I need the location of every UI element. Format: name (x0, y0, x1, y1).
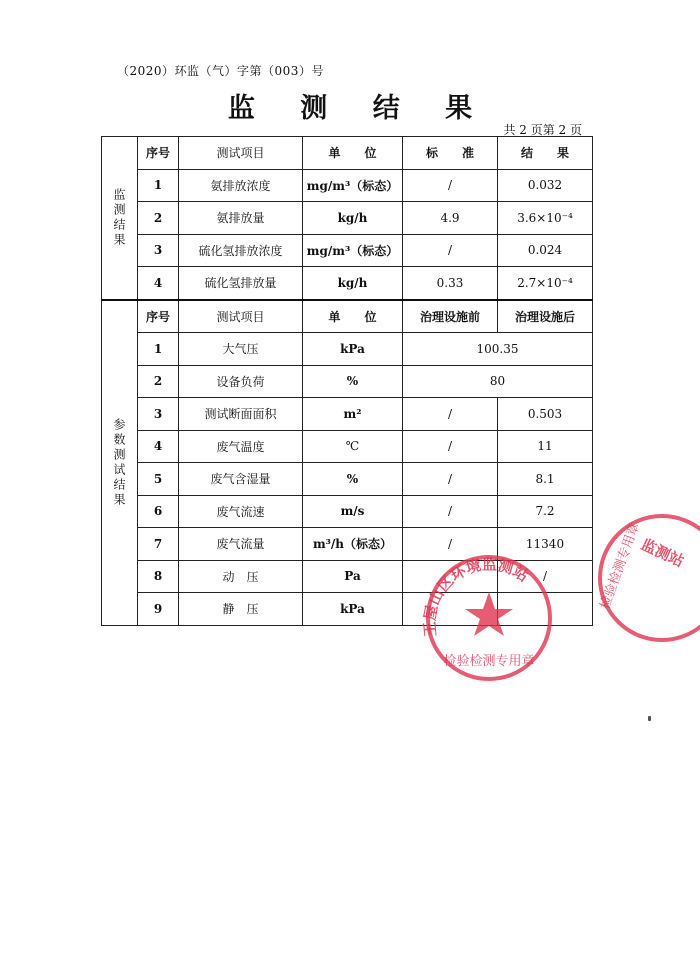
table-row (102, 169, 593, 202)
table-row (102, 463, 593, 496)
row-before: / (403, 495, 498, 528)
row-no: 3 (138, 398, 179, 431)
row-merged-value: 80 (403, 365, 593, 398)
row-before: / (403, 528, 498, 561)
table-row (102, 333, 593, 366)
row-unit: kg/h (303, 267, 403, 300)
row-no: 7 (138, 528, 179, 561)
row-no: 3 (138, 234, 179, 267)
section1-label: 监测结果 (112, 187, 126, 248)
row-before: / (403, 398, 498, 431)
row-item: 废气温度 (179, 430, 303, 463)
official-seal-edge (597, 516, 700, 640)
row-no: 8 (138, 560, 179, 593)
row-item: 硫化氢排放浓度 (179, 234, 303, 267)
table-row (102, 495, 593, 528)
row-item: 废气含湿量 (179, 463, 303, 496)
table-row (102, 234, 593, 267)
row-item: 氨排放浓度 (179, 169, 303, 202)
row-before (403, 560, 498, 593)
row-no: 6 (138, 495, 179, 528)
header-no: 序号 (138, 300, 179, 333)
row-no: 5 (138, 463, 179, 496)
table-row (102, 267, 593, 300)
page-info: 共 2 页第 2 页 (503, 123, 582, 137)
header-before: 治理设施前 (403, 300, 498, 333)
row-result: 3.6×10⁻⁴ (498, 202, 593, 235)
seal1-sub-text: 检验检测专用章 (443, 654, 535, 669)
table-row (102, 202, 593, 235)
section1-label-cell (102, 137, 138, 300)
row-no: 4 (138, 430, 179, 463)
row-no: 1 (138, 333, 179, 366)
row-item: 测试断面面积 (179, 398, 303, 431)
row-result: 0.024 (498, 234, 593, 267)
row-item: 设备负荷 (179, 365, 303, 398)
row-before: / (403, 430, 498, 463)
row-after: 8.1 (498, 463, 593, 496)
row-after: 7.2 (498, 495, 593, 528)
header-no: 序号 (138, 137, 179, 170)
row-standard: 0.33 (403, 267, 498, 300)
row-item: 硫化氢排放量 (179, 267, 303, 300)
row-item: 废气流速 (179, 495, 303, 528)
row-after: 11340 (498, 528, 593, 561)
results-table (101, 136, 593, 626)
seal1-ring-text: 王屋山区环境监测站 (420, 555, 532, 638)
header-after: 治理设施后 (498, 300, 593, 333)
table-row (102, 593, 593, 626)
row-unit: mg/m³（标态） (303, 234, 403, 267)
section2-label-cell (102, 300, 138, 626)
document-number: （2020）环监（气）字第（003）号 (117, 64, 324, 78)
header-standard: 标 准 (403, 137, 498, 170)
row-unit: Pa (303, 560, 403, 593)
section2-header-row (102, 300, 593, 333)
header-item: 测试项目 (179, 137, 303, 170)
row-unit: % (303, 365, 403, 398)
row-unit: m/s (303, 495, 403, 528)
scan-mark (648, 716, 651, 721)
row-item: 废气流量 (179, 528, 303, 561)
row-after (498, 593, 593, 626)
section2-label: 参数测试结果 (112, 417, 126, 508)
header-unit: 单 位 (303, 300, 403, 333)
row-no: 4 (138, 267, 179, 300)
row-item: 静 压 (179, 593, 303, 626)
row-unit: m³/h（标态） (303, 528, 403, 561)
table-row (102, 560, 593, 593)
seal2-sub-text: 检验检测专用章 (597, 520, 643, 612)
table-row (102, 398, 593, 431)
row-unit: ℃ (303, 430, 403, 463)
row-standard: / (403, 169, 498, 202)
row-after: 11 (498, 430, 593, 463)
row-standard: / (403, 234, 498, 267)
row-unit: mg/m³（标态） (303, 169, 403, 202)
table-row (102, 528, 593, 561)
seal2-ring-text: 监测站 (638, 535, 687, 571)
row-no: 1 (138, 169, 179, 202)
row-after: / (498, 560, 593, 593)
row-unit: kPa (303, 593, 403, 626)
row-before (403, 593, 498, 626)
section1-header-row (102, 137, 593, 170)
row-unit: kPa (303, 333, 403, 366)
row-standard: 4.9 (403, 202, 498, 235)
row-item: 大气压 (179, 333, 303, 366)
row-no: 2 (138, 365, 179, 398)
row-merged-value: 100.35 (403, 333, 593, 366)
header-unit: 单 位 (303, 137, 403, 170)
row-unit: m² (303, 398, 403, 431)
row-unit: % (303, 463, 403, 496)
row-item: 动 压 (179, 560, 303, 593)
row-after: 0.503 (498, 398, 593, 431)
row-result: 0.032 (498, 169, 593, 202)
row-no: 9 (138, 593, 179, 626)
row-result: 2.7×10⁻⁴ (498, 267, 593, 300)
header-item: 测试项目 (179, 300, 303, 333)
row-no: 2 (138, 202, 179, 235)
table-row (102, 365, 593, 398)
row-unit: kg/h (303, 202, 403, 235)
page-title: 监 测 结 果 (227, 93, 491, 124)
row-item: 氨排放量 (179, 202, 303, 235)
header-result: 结 果 (498, 137, 593, 170)
row-before: / (403, 463, 498, 496)
table-row (102, 430, 593, 463)
